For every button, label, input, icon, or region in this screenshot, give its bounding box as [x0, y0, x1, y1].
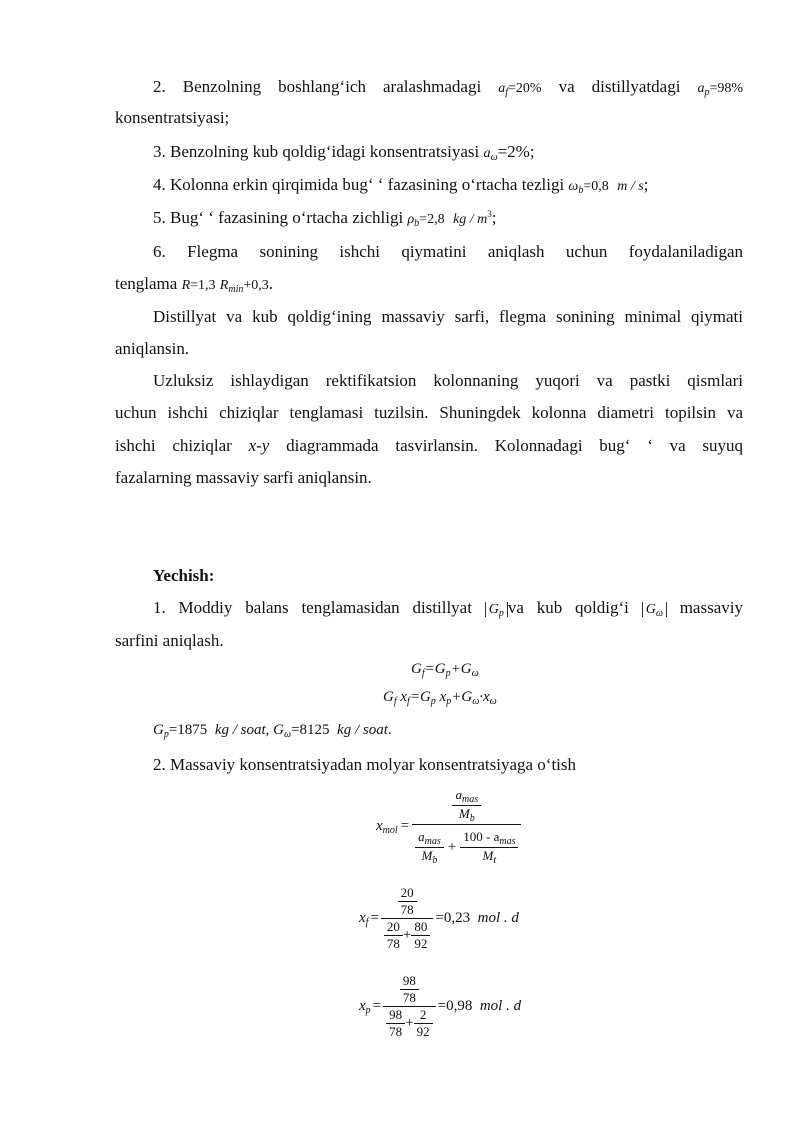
af-value: =20% [508, 81, 542, 96]
task-p2-line3: ishchi chiziqlar x-y diagrammada tasvirlansin. Kolonnadagi bug‘ ‘ va suyuq [115, 436, 744, 455]
task-p2-line1: Uzluksiz ishlaydigan rektifikatsion kolonnaning yuqori va pastki qismlari [153, 371, 743, 390]
given-item-6-line2: tenglama R=1,3 $R_{min}+0,3$. [115, 274, 273, 295]
af-symbol: a [498, 81, 506, 96]
step1-line1: 1. Moddiy balans tenglamasidan distillyat $G_p$ va kub qoldig‘i $G_\omega$ massaviy [153, 598, 743, 619]
given-item-4: 4. Kolonna erkin qirqimida bug‘ ‘ fazasining o‘rtacha tezligi $\omega_b=0,8$ m / s; [153, 175, 649, 196]
ap-symbol: a [697, 81, 705, 96]
xf-calculation: $x_f$ = $\frac{20}{78}$ $\frac{20}{78}$ + $\frac{80}{92}$ =0,23 mol . d [359, 885, 519, 951]
given-item-2-line2: konsentratsiyasi; [115, 108, 230, 127]
ap-value: =98% [709, 81, 744, 96]
balance-equation-1: $G_f=G_p+G_\omega$ [411, 661, 479, 679]
given-item-2-line1: 2. Benzolning boshlang‘ich aralashmadagi $a_f=20\%$ va distillyatdagi $a_p=98\%$ [153, 77, 744, 98]
task-p2-line4: fazalarning massaviy sarfi aniqlansin. [115, 468, 372, 487]
solution-heading: Yechish: [153, 566, 215, 585]
task-p2-line2: uchun ishchi chiziqlar tenglamasi tuzilsin. Shuningdek kolonna diametri topilsin va [115, 403, 743, 422]
task-p1-line2: aniqlansin. [115, 339, 190, 358]
balance-equation-2: $G_f$ $x_f=G_p$ $x_p+G_\omega\cdot x_\omega$ [383, 689, 497, 707]
molar-conversion-formula: $x_{mol}$ = $\frac{a_{mas}}{M_b}$ $\frac{a_{mas}}{M_b}$ + $\frac{100 - a_{mas}}{M_t}$ [376, 787, 521, 866]
task-p1-line1: Distillyat va kub qoldig‘ining massaviy sarfi, flegma sonining minimal qiymati [153, 307, 743, 326]
given-item-6-line1: 6. Flegma sonining ishchi qiymatini aniqlash uchun foydalaniladigan [153, 242, 743, 261]
item2-lead: 2. Benzolning boshlang‘ich aralashmadagi [153, 77, 482, 96]
item2-mid: va distillyatdagi [558, 77, 681, 96]
step2-heading: 2. Massaviy konsentratsiyadan molyar konsentratsiyaga o‘tish [153, 755, 577, 774]
xp-calculation: $x_p$ = $\frac{98}{78}$ $\frac{98}{78}$ + $\frac{2}{92}$ =0,98 mol . d [359, 973, 522, 1039]
given-item-3: 3. Benzolning kub qoldig‘idagi konsentratsiyasi $a_\omega=2\%$; [153, 142, 535, 163]
given-item-5: 5. Bug‘ ‘ fazasining o‘rtacha zichligi $\rho_b=2,8$ kg / $m^3$; [153, 208, 497, 229]
step1-line2: sarfini aniqlash. [115, 631, 224, 650]
mass-flow-results: $G_p=1875$ kg / soat, $G_\omega=8125$ kg / soat. [153, 722, 392, 740]
